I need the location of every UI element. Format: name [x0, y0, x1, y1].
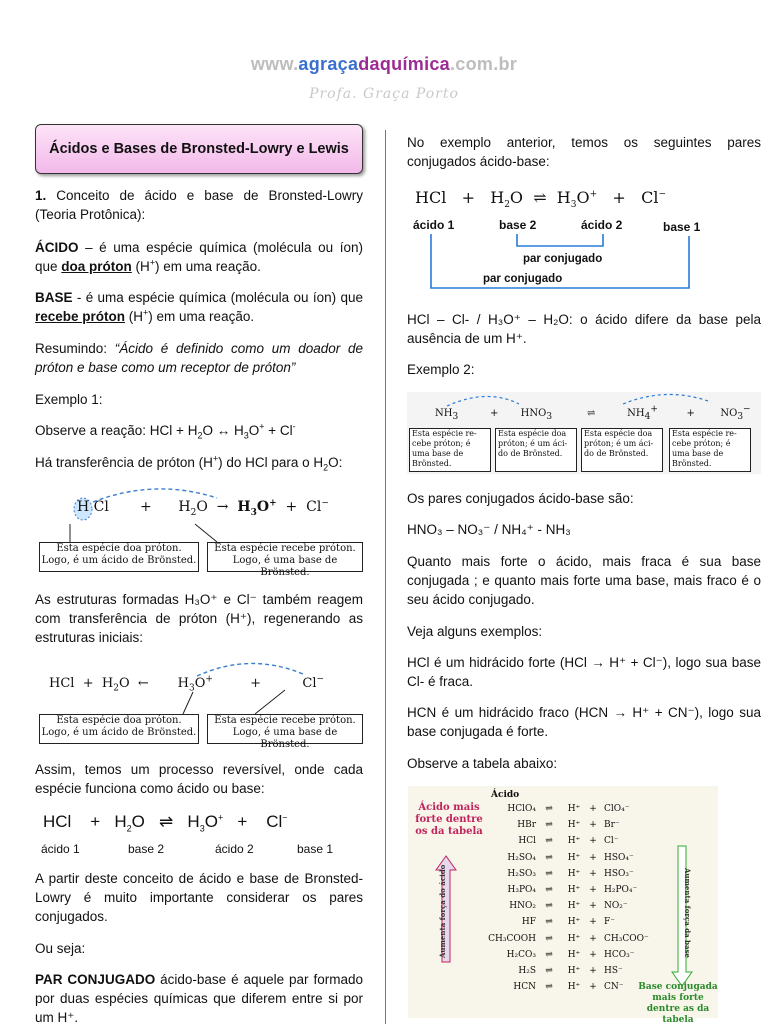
proton-transfer-arrow: [623, 394, 711, 404]
table-cell: ⇌: [545, 836, 553, 847]
paragraph-partir: A partir deste conceito de ácido e base de Bronsted-Lowry é muito importante considerar os pares conjugados.: [35, 871, 363, 924]
table-cell: +: [589, 933, 597, 944]
inner-pair-label: par conjugado: [523, 253, 603, 265]
reaction-2-equation: HCl + $H_2O$ ← $H_3O^+$ + Cl−: [49, 674, 325, 694]
label-base-axis: Aumenta força da base: [683, 868, 692, 958]
table-cell: H⁺: [567, 868, 581, 879]
table-cell: H₂SO₃: [507, 868, 536, 879]
observe-text-4: + Cl: [264, 423, 293, 438]
table-cell: H⁺: [567, 852, 581, 863]
observe-text-2: O ↔ H: [202, 423, 244, 438]
table-cell: ⇌: [545, 917, 553, 928]
table-cell: HS⁻: [604, 966, 623, 976]
base-text: - é uma espécie química (molécula ou íon) que: [72, 290, 363, 305]
pairs-equation: HCl + $H_2O$ ⇌ $H_3O^+ + Cl^-$: [415, 188, 666, 211]
table-cell: HF: [521, 917, 536, 928]
table-cell: ⇌: [545, 804, 553, 814]
paragraph-hcl-cl: HCl – Cl- / H₃O⁺ – H₂O: o ácido difere da base pela ausência de um H⁺.: [407, 312, 761, 346]
table-cell: +: [589, 966, 597, 976]
transfer-text-3: O:: [328, 455, 343, 470]
donor-note-box: Esta espécie doa próton. Logo, é um ácido de Brönsted.: [39, 542, 199, 572]
figure-reaction-1: [35, 484, 363, 578]
paragraph-concept: [35, 186, 363, 224]
table-cell: H₂PO₄⁻: [604, 885, 638, 895]
pointer-line: [255, 690, 285, 714]
table-cell: +: [589, 885, 597, 895]
table-row: [408, 853, 718, 867]
table-cell: HNO₂: [509, 901, 536, 912]
url-brand-part1: agraça: [298, 54, 359, 74]
table-cell: H⁺: [567, 966, 581, 976]
base-text-2: (H: [125, 309, 144, 324]
observe-text: Observe a reação: HCl + H: [35, 423, 198, 438]
table-row: [408, 836, 718, 850]
table-cell: ⇌: [545, 852, 553, 863]
table-row: [408, 966, 718, 980]
table-cell: CH₃COO⁻: [604, 933, 649, 944]
label-base1: base 1: [297, 842, 334, 856]
table-row: [408, 869, 718, 883]
concept-text: Conceito de ácido e base de Bronsted-Lowry (Teoria Protônica):: [35, 188, 363, 222]
table-cell: ⇌: [545, 949, 553, 960]
resumindo-label: Resumindo:: [35, 341, 115, 356]
table-row: [408, 885, 718, 899]
label-base2: base 2: [499, 218, 537, 232]
table-row: [408, 950, 718, 964]
table-row: [408, 934, 718, 948]
acido-text-3: ) em uma reação.: [155, 259, 261, 274]
outer-pair-label: par conjugado: [483, 273, 563, 285]
acido-text: – é uma espécie química (molécula ou íon) que: [35, 240, 363, 274]
table-row: [408, 804, 718, 818]
table-cell: HSO₄⁻: [604, 852, 634, 863]
paragraph-resumindo: [35, 339, 363, 377]
figure-conjugate-pairs: [407, 186, 747, 290]
label-base1: base 1: [663, 220, 701, 234]
table-cell: H⁺: [567, 885, 581, 895]
paragraph-pares: Os pares conjugados ácido-base são:: [407, 491, 634, 506]
table-cell: HBr: [517, 820, 536, 831]
table-cell: ClO₄⁻: [604, 804, 630, 814]
inner-bracket: [517, 234, 603, 246]
note-box-base-nh3: Esta espécie re- cebe próton; é uma base de Brönsted.: [409, 428, 491, 472]
table-cell: H⁺: [567, 917, 581, 928]
base-label: BASE: [35, 290, 73, 305]
table-cell: ⇌: [545, 901, 553, 912]
par-conjugado-label: PAR CONJUGADO: [35, 972, 156, 987]
table-row: [408, 917, 718, 931]
table-cell: HSO₃⁻: [604, 868, 634, 879]
table-cell: +: [589, 982, 597, 993]
paragraph-assim: Assim, temos um processo reversível, onde cada espécie funciona como ácido ou base:: [35, 762, 363, 796]
ou-seja: Ou seja:: [35, 941, 86, 956]
pairs-brackets: [407, 186, 747, 290]
table-cell: +: [589, 852, 597, 863]
table-cell: CN⁻: [604, 982, 624, 993]
label-strongest-acid: Ácido mais forte dentre os da tabela: [415, 802, 483, 837]
table-cell: NO₂⁻: [604, 901, 628, 912]
figure-example-2: [407, 392, 761, 474]
pointer-line: [195, 524, 217, 542]
paragraph-observe-tabela: Observe a tabela abaixo:: [407, 756, 558, 771]
table-cell: H⁺: [567, 933, 581, 944]
label-acid2: ácido 2: [581, 218, 623, 232]
note-box-acid-nh4: Esta espécie doa próton; é um áci- do de Brönsted.: [581, 428, 663, 472]
transfer-text-2: ) do HCl para o H: [218, 455, 324, 470]
note-box-base-no3: Esta espécie re- cebe próton; é uma base de Brönsted.: [669, 428, 751, 472]
donor-note-box: Esta espécie doa próton. Logo, é um ácido de Brönsted.: [39, 714, 199, 744]
paragraph-veja: Veja alguns exemplos:: [407, 624, 543, 639]
table-cell: +: [589, 949, 597, 960]
concept-number: 1.: [35, 188, 47, 203]
table-cell: H⁺: [567, 820, 581, 831]
table-cell: ⇌: [545, 820, 553, 831]
label-acid-axis: Aumenta força do ácido: [438, 864, 447, 958]
acceptor-note-box: Esta espécie recebe próton. Logo, é uma base de Brönsted.: [207, 542, 363, 572]
acid-strength-table: [408, 786, 718, 1025]
paragraph-observe: Observe a reação: HCl + $H_2O$ ↔ $H_3O^+ + Cl^-$: [35, 421, 296, 441]
label-acid1: ácido 1: [41, 842, 80, 856]
table-header-acid: Ácido: [491, 790, 520, 800]
url-suffix: .com.br: [450, 54, 518, 74]
acceptor-note-box: Esta espécie recebe próton. Logo, é uma base de Brönsted.: [207, 714, 363, 744]
table-cell: H⁺: [567, 982, 581, 993]
base-keyword: recebe próton: [35, 309, 126, 324]
table-cell: Br⁻: [604, 820, 620, 831]
paragraph-hcn: HCN é um hidrácido fraco (HCN → H⁺ + CN⁻), logo sua base conjugada é forte.: [407, 705, 761, 739]
paragraph-par-conjugado: [35, 970, 363, 1027]
table-cell: ⇌: [545, 868, 553, 879]
table-cell: H₂CO₃: [506, 949, 536, 960]
column-divider: [385, 130, 386, 1024]
table-cell: CH₃COOH: [488, 933, 536, 944]
table-cell: +: [589, 836, 597, 847]
table-cell: F⁻: [604, 917, 615, 928]
exemplo2-label: Exemplo 2:: [407, 362, 475, 377]
table-cell: +: [589, 901, 597, 912]
table-cell: H₂SO₄: [507, 852, 536, 863]
table-cell: +: [589, 917, 597, 928]
paragraph-hcl-forte: HCl é um hidrácido forte (HCl → H⁺ + Cl⁻), logo sua base Cl- é fraca.: [407, 655, 761, 689]
equation-conjugate: [35, 812, 363, 858]
table-cell: H₃PO₄: [507, 885, 536, 895]
paragraph-exemplo-anterior: No exemplo anterior, temos os seguintes pares conjugados ácido-base:: [407, 135, 761, 169]
table-cell: +: [589, 804, 597, 814]
table-cell: HCN: [513, 982, 536, 993]
conjugate-equation: HCl + $H_2O$ ⇌ $H_3O^+$ + Cl−: [43, 812, 288, 834]
paragraph-base: BASE - é uma espécie química (molécula ou íon) que recebe próton (H+) em uma reação.: [35, 290, 363, 324]
table-cell: +: [589, 820, 597, 831]
label-base2: base 2: [128, 842, 165, 856]
table-row: [408, 820, 718, 834]
par-conjugado-text: ácido-base é aquele par formado por duas espécies químicas que diferem entre si por um H⁺.: [35, 972, 363, 1025]
observe-text-3: O: [248, 423, 260, 438]
label-acid1: ácido 1: [413, 218, 455, 232]
section-title-text: Ácidos e Bases de Bronsted-Lowry e Lewis: [49, 140, 349, 157]
table-cell: H⁺: [567, 804, 581, 814]
paragraph-quanto: Quanto mais forte o ácido, mais fraca é sua base conjugada ; e quanto mais forte uma base, mais fraco é o seu ácido conjugado.: [407, 554, 761, 607]
reaction-1-equation: H Cl + $H_2O \to H_3O^+ + Cl^-$: [77, 498, 329, 518]
table-cell: ⇌: [545, 933, 553, 944]
url-brand-part2: daquímica: [358, 54, 450, 74]
table-cell: H₂S: [518, 966, 536, 976]
note-box-acid-hno3: Esta espécie doa próton; é um áci- do de Brönsted.: [495, 428, 577, 472]
paragraph-acido: ÁCIDO – é uma espécie química (molécula ou íon) que doa próton (H+) em uma reação.: [35, 240, 363, 274]
acido-text-2: (H: [131, 259, 150, 274]
table-cell: ⇌: [545, 966, 553, 976]
table-row: [408, 901, 718, 915]
resumindo-quote: “Ácido é definido como um doador de próton e base como um receptor de próton”: [35, 341, 363, 375]
table-cell: H⁺: [567, 901, 581, 912]
table-cell: ⇌: [545, 885, 553, 895]
table-cell: H⁺: [567, 949, 581, 960]
figure-reaction-2: [35, 660, 363, 748]
exemplo1-label: Exemplo 1:: [35, 392, 103, 407]
acido-label: ÁCIDO: [35, 240, 79, 255]
pointer-line: [183, 692, 193, 714]
acido-keyword: doa próton: [61, 259, 132, 274]
table-row: [408, 982, 718, 996]
paragraph-hno3-pairs: HNO₃ – NO₃⁻ / NH₄⁺ - NH₃: [407, 522, 571, 537]
url-prefix: www.: [250, 54, 299, 74]
table-cell: +: [589, 868, 597, 879]
table-cell: H⁺: [567, 836, 581, 847]
transfer-text: Há transferência de próton (H: [35, 455, 213, 470]
label-strongest-base: Base conjugada mais forte dentre as da tabela: [638, 982, 718, 1025]
paragraph-estruturas: As estruturas formadas H₃O⁺ e Cl⁻ também reagem com transferência de próton (H⁺), regenerando as estruturas iniciais:: [35, 592, 363, 645]
label-acid2: ácido 2: [215, 842, 254, 856]
example-2-equation: $NH_3$ + $HNO_3$ ⇌ $NH_4^+$ + $NO_3^-$: [435, 404, 751, 422]
site-url: [0, 54, 768, 75]
table-cell: ⇌: [545, 982, 553, 993]
table-cell: HCl: [518, 836, 536, 847]
section-title: [35, 124, 363, 174]
paragraph-transfer: Há transferência de próton (H+) do HCl para o $H_2O$:: [35, 453, 343, 473]
base-text-3: ) em uma reação.: [148, 309, 255, 324]
table-cell: HCO₃⁻: [604, 949, 635, 960]
author-name: Profa. Graça Porto: [309, 86, 459, 102]
table-cell: Cl⁻: [604, 836, 619, 847]
table-cell: HClO₄: [507, 804, 536, 814]
